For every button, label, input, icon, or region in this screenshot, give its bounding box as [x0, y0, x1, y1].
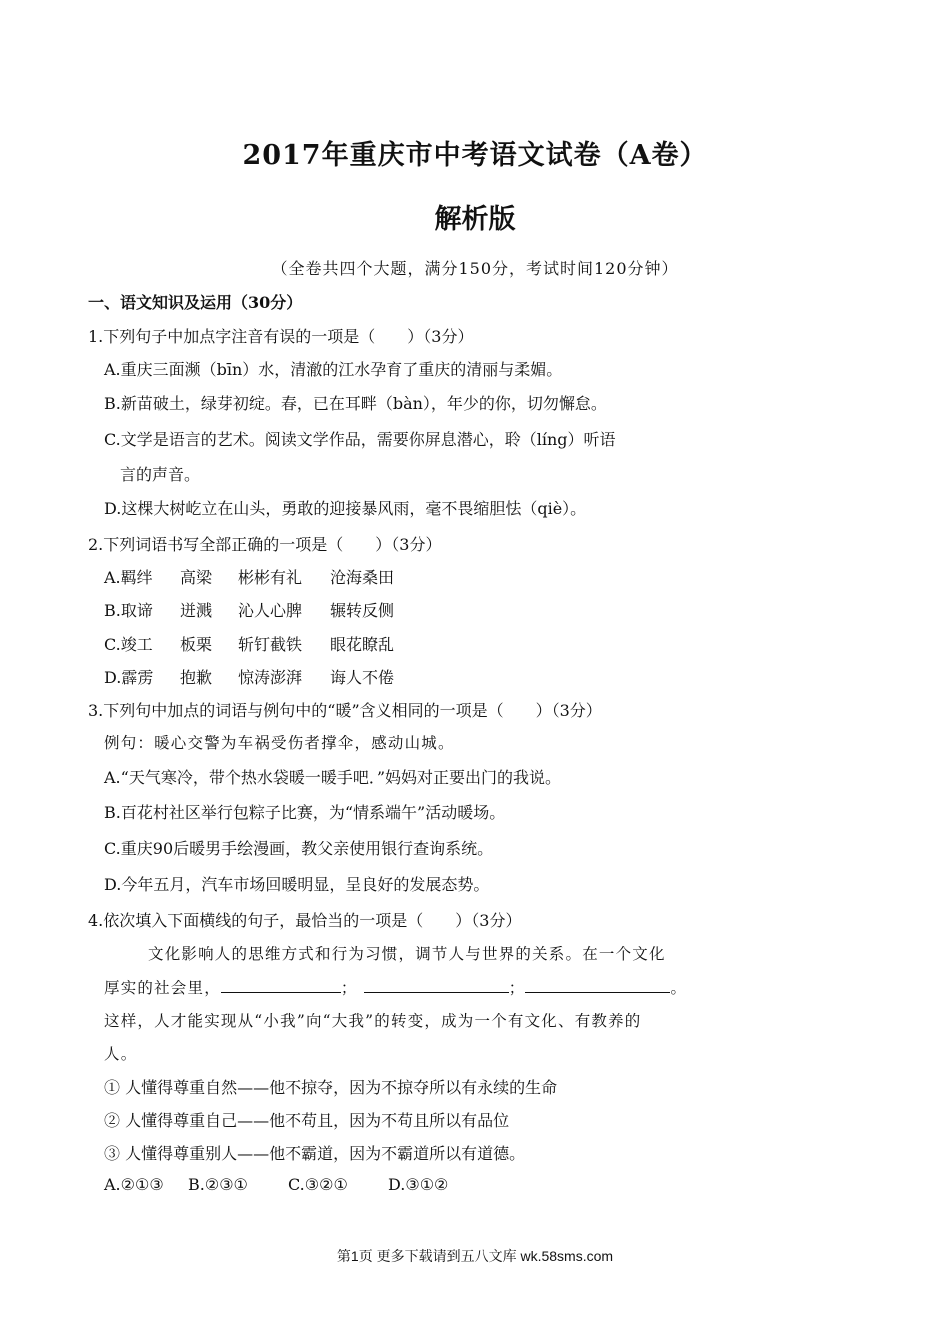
choice-a: A.②①③: [104, 1175, 164, 1194]
question-2-option-d: [104, 665, 430, 688]
question-4-item-2: ② 人懂得尊重自己——他不苟且，因为不苟且所以有品位: [104, 1111, 510, 1130]
page-subtitle: 解析版: [434, 204, 516, 235]
word: 抱歉: [180, 668, 213, 687]
question-3-stem: 3.下列句中加点的词语与例句中的“暖”含义相同的一项是（ ）（3分）: [88, 701, 602, 720]
fill-blank-3[interactable]: [525, 978, 670, 993]
question-4-stem: 4.依次填入下面横线的句子，最恰当的一项是（ ）（3分）: [88, 911, 522, 930]
question-1-option-d: D.这棵大树屹立在山头，勇敢的迎接暴风雨，毫不畏缩胆怯（qiè）。: [104, 499, 587, 518]
question-1-option-c-continued: 言的声音。: [120, 465, 201, 484]
question-2-option-b: [104, 598, 430, 621]
word: A.羁绊: [104, 568, 153, 587]
question-3-option-b: B.百花村社区举行包粽子比赛，为“情系端午”活动暖场。: [104, 803, 506, 822]
section-heading: 一、语文知识及运用（30分）: [88, 293, 303, 312]
word: 诲人不倦: [330, 668, 395, 687]
question-4-passage-line-4: 人。: [104, 1045, 138, 1063]
separator: ；: [340, 979, 358, 997]
word: 眼花瞭乱: [330, 635, 395, 654]
page-title: 2017年重庆市中考语文试卷（A卷）: [242, 140, 708, 171]
question-3-option-d: D.今年五月，汽车市场回暖明显，呈良好的发展态势。: [104, 875, 490, 894]
word: 彬彬有礼: [238, 568, 303, 587]
fill-blank-2[interactable]: [364, 978, 509, 993]
word: 沧海桑田: [330, 568, 395, 587]
question-2-option-a: [104, 565, 430, 588]
question-4-passage-line-1: 文化影响人的思维方式和行为习惯，调节人与世界的关系。在一个文化: [148, 945, 666, 963]
word: 辗转反侧: [330, 601, 395, 620]
question-2-option-c: [104, 632, 430, 655]
question-3-option-a: A.“天气寒冷，带个热水袋暖一暖手吧．”妈妈对正要出门的我说。: [104, 768, 562, 787]
question-4-passage-line-2: [104, 976, 687, 998]
word: 沁人心脾: [238, 601, 303, 620]
word: 斩钉截铁: [238, 635, 303, 654]
passage-end: 。: [670, 979, 688, 997]
word: D.霹雳: [104, 668, 154, 687]
question-1-option-c: C.文学是语言的艺术。阅读文学作品，需要你屏息潜心，聆（líng）听语: [104, 430, 616, 449]
question-4-passage-line-3: 这样，人才能实现从“小我”向“大我”的转变，成为一个有文化、有教养的: [104, 1012, 642, 1030]
choice-d: D.③①②: [388, 1175, 449, 1194]
word: B.取谛: [104, 601, 153, 620]
page-footer: 第1页 更多下载请到五八文库 wk.58sms.com: [336, 1248, 614, 1264]
word: C.竣工: [104, 635, 153, 654]
word: 板栗: [180, 635, 213, 654]
exam-note: （全卷共四个大题，满分150分，考试时间120分钟）: [271, 259, 679, 278]
question-4-item-3: ③ 人懂得尊重别人——他不霸道，因为不霸道所以有道德。: [104, 1144, 526, 1163]
question-3-option-c: C.重庆90后暖男手绘漫画，教父亲使用银行查询系统。: [104, 839, 494, 858]
separator: ；: [508, 979, 526, 997]
word: 高梁: [180, 568, 213, 587]
question-3-example: 例句：暖心交警为车祸受伤者撑伞，感动山城。: [104, 734, 455, 752]
word: 迸溅: [180, 601, 213, 620]
question-4-item-1: ① 人懂得尊重自然——他不掠夺，因为不掠夺所以有永续的生命: [104, 1078, 558, 1097]
word: 惊涛澎湃: [238, 668, 303, 687]
choice-c: C.③②①: [288, 1175, 348, 1194]
passage-text: 厚实的社会里，: [104, 979, 221, 997]
fill-blank-1[interactable]: [221, 978, 341, 993]
question-1-option-a: A.重庆三面濒（bīn）水，清澈的江水孕育了重庆的清丽与柔媚。: [104, 360, 563, 379]
question-2-stem: 2.下列词语书写全部正确的一项是（ ）（3分）: [88, 535, 442, 554]
choice-b: B.②③①: [188, 1175, 248, 1194]
question-4-choices: [104, 1175, 468, 1194]
question-1-stem: 1.下列句子中加点字注音有误的一项是（ ）（3分）: [88, 327, 474, 346]
question-1-option-b: B.新苗破土，绿芽初绽。春，已在耳畔（bàn），年少的你，切勿懈怠。: [104, 394, 607, 413]
